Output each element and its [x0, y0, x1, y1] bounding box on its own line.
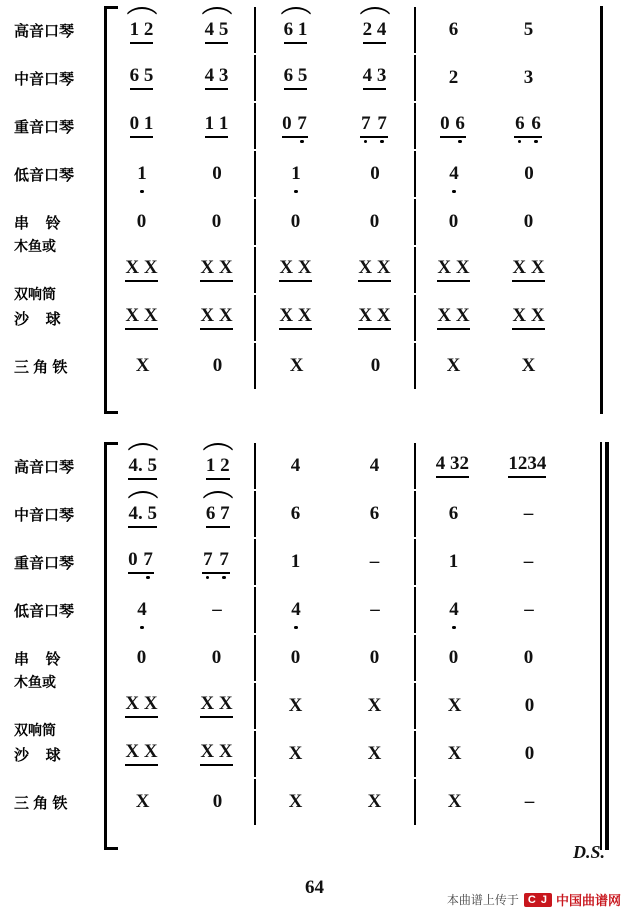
note-cell: 0	[212, 163, 222, 184]
instrument-label-low-harmonica: 低音口琴	[14, 166, 75, 184]
note-cell: X	[446, 355, 461, 376]
instrument-label-alto-harmonica: 中音口琴	[14, 506, 75, 524]
measure	[416, 442, 566, 490]
staff-alto-harmonica	[104, 490, 629, 538]
measure	[416, 586, 566, 634]
note-cell: 0	[523, 647, 534, 668]
note-cell: –	[524, 599, 534, 620]
note-cell: X X	[200, 306, 232, 330]
note-cell: X X	[437, 258, 469, 282]
measure	[104, 6, 254, 54]
note-cell: 0	[524, 743, 535, 764]
staff-row	[0, 150, 629, 198]
note-cell: X X	[125, 742, 157, 766]
measure	[416, 730, 566, 778]
note-cell: 6 1	[284, 20, 308, 40]
measure	[104, 54, 254, 102]
note-cell: 1 1	[205, 114, 229, 138]
note-cell: 6 5	[284, 66, 308, 90]
note-cell: X X	[437, 306, 469, 330]
note-cell: X	[288, 791, 303, 812]
staff-sleigh-bells	[104, 198, 629, 246]
measure	[416, 342, 566, 390]
note-cell: 3	[523, 67, 534, 88]
instrument-label-triangle: 三 角 铁	[14, 794, 68, 812]
measure	[104, 294, 254, 342]
note-cell: –	[523, 551, 534, 572]
instrument-label-soprano-harmonica: 高音口琴	[14, 22, 75, 40]
measure	[256, 778, 414, 826]
note-cell: 0 1	[130, 114, 154, 138]
note-cell: X	[288, 743, 303, 764]
staff-bass-chord-harmonica	[104, 102, 629, 150]
note-cell: X	[521, 355, 536, 376]
note-cell: 7 7	[360, 114, 388, 138]
note-cell: 1234	[508, 454, 546, 478]
note-cell: 0 7	[282, 114, 308, 138]
note-cell: 4 3	[363, 66, 387, 90]
measure	[416, 294, 566, 342]
note-cell: 4 5	[205, 20, 229, 40]
note-cell: 4	[290, 455, 301, 476]
staff-soprano-harmonica	[104, 442, 629, 490]
note-cell: 4	[137, 599, 147, 620]
slur-icon	[200, 443, 236, 457]
measure	[256, 490, 414, 538]
instrument-label-alto-harmonica: 中音口琴	[14, 70, 75, 88]
note-cell: 4	[291, 599, 301, 620]
instrument-label-bass-chord-harmonica: 重音口琴	[14, 118, 75, 136]
note-cell: –	[523, 503, 534, 524]
measure	[416, 150, 566, 198]
note-cell: 0	[211, 647, 222, 668]
note-cell: X X	[125, 306, 157, 330]
staff-row	[0, 6, 629, 54]
slur-icon	[200, 491, 236, 505]
slur-icon	[125, 443, 161, 457]
measure	[256, 682, 414, 730]
note-cell: 0	[290, 647, 301, 668]
staff-soprano-harmonica	[104, 6, 629, 54]
measure	[104, 246, 254, 294]
measure	[104, 634, 254, 682]
staff-row	[0, 778, 629, 826]
note-cell: –	[524, 791, 535, 812]
note-cell: X X	[200, 742, 232, 766]
slur-icon	[199, 7, 235, 21]
note-cell: 1 2	[206, 456, 230, 476]
staff-low-harmonica	[104, 150, 629, 198]
system-1	[0, 6, 629, 414]
staff-bass-chord-harmonica	[104, 538, 629, 586]
instrument-label-woodblock: 木鱼或 双响筒	[14, 238, 56, 302]
measure	[104, 102, 254, 150]
note-cell: X	[135, 355, 150, 376]
measure	[256, 538, 414, 586]
staff-triangle	[104, 342, 629, 390]
staff-woodblock	[104, 682, 629, 730]
staff-row	[0, 54, 629, 102]
note-cell: 0 6	[440, 114, 466, 138]
note-cell: X X	[200, 258, 232, 282]
measure	[104, 198, 254, 246]
measure	[104, 342, 254, 390]
note-cell: X	[135, 791, 150, 812]
slur-icon	[125, 491, 161, 505]
instrument-label-sleigh-bells: 串 铃	[14, 650, 61, 668]
measure	[416, 246, 566, 294]
measure	[256, 442, 414, 490]
measure	[104, 682, 254, 730]
measure	[104, 442, 254, 490]
staff-row	[0, 102, 629, 150]
staff-sleigh-bells	[104, 634, 629, 682]
measure	[104, 778, 254, 826]
note-cell: 0	[370, 355, 381, 376]
note-cell: 6	[448, 19, 459, 40]
slur-icon	[357, 7, 393, 21]
measure	[104, 490, 254, 538]
instrument-label-low-harmonica: 低音口琴	[14, 602, 75, 620]
staff-maracas	[104, 730, 629, 778]
staff-row	[0, 490, 629, 538]
note-cell: X X	[125, 694, 157, 718]
note-cell: X X	[512, 258, 544, 282]
note-cell: X X	[200, 694, 232, 718]
ds-marking: D.S.	[572, 842, 605, 862]
staff-triangle	[104, 778, 629, 826]
measure	[256, 634, 414, 682]
credit-text: 本曲谱上传于	[446, 893, 519, 907]
note-cell: –	[370, 599, 380, 620]
staff-alto-harmonica	[104, 54, 629, 102]
note-cell: 0	[211, 211, 222, 232]
note-cell: X X	[279, 306, 311, 330]
note-cell: 1	[290, 551, 301, 572]
note-cell: X X	[279, 258, 311, 282]
slur-icon	[124, 7, 160, 21]
measure	[256, 342, 414, 390]
note-cell: X	[447, 695, 462, 716]
note-cell: 0	[369, 211, 380, 232]
staff-low-harmonica	[104, 586, 629, 634]
note-cell: 4	[449, 163, 459, 184]
note-cell: 1	[448, 551, 459, 572]
note-cell: X X	[125, 258, 157, 282]
instrument-label-bass-chord-harmonica: 重音口琴	[14, 554, 75, 572]
note-cell: 6 6	[514, 114, 542, 138]
note-cell: X	[367, 743, 382, 764]
note-cell: 0	[370, 163, 380, 184]
note-cell: X	[447, 791, 462, 812]
note-cell: 0	[136, 647, 147, 668]
page-number: 64	[305, 877, 324, 898]
measure	[416, 54, 566, 102]
note-cell: 0	[448, 211, 459, 232]
note-cell: 0	[524, 695, 535, 716]
measure	[416, 102, 566, 150]
measure	[416, 778, 566, 826]
instrument-label-sleigh-bells: 串 铃	[14, 214, 61, 232]
measure	[256, 54, 414, 102]
note-cell: 1 2	[130, 20, 154, 40]
staff-row	[0, 342, 629, 390]
staff-row	[0, 238, 629, 302]
measure	[256, 246, 414, 294]
note-cell: 2 4	[363, 20, 387, 40]
note-cell: X	[367, 695, 382, 716]
note-cell: 0 7	[128, 550, 154, 574]
measure	[256, 586, 414, 634]
note-cell: 6	[369, 503, 380, 524]
site-name[interactable]: 中国曲谱网	[555, 893, 621, 908]
staff-row	[0, 442, 629, 490]
measure	[256, 102, 414, 150]
note-cell: 0	[212, 355, 223, 376]
note-cell: 4	[369, 455, 380, 476]
measure	[416, 682, 566, 730]
system-2	[0, 442, 629, 850]
note-cell: 4. 5	[128, 456, 157, 476]
note-cell: 4	[449, 599, 459, 620]
note-cell: X X	[512, 306, 544, 330]
note-cell: 2	[448, 67, 459, 88]
instrument-label-triangle: 三 角 铁	[14, 358, 68, 376]
measure	[416, 538, 566, 586]
staff-row	[0, 538, 629, 586]
measure	[416, 634, 566, 682]
instrument-label-maracas: 沙 球	[14, 310, 61, 328]
note-cell: 6 7	[206, 504, 230, 524]
staff-woodblock	[104, 246, 629, 294]
measure	[416, 490, 566, 538]
measure	[104, 730, 254, 778]
measure	[104, 586, 254, 634]
staff-row	[0, 674, 629, 738]
note-cell: –	[369, 551, 380, 572]
note-cell: 1	[291, 163, 301, 184]
note-cell: 0	[524, 163, 534, 184]
note-cell: X X	[358, 258, 390, 282]
note-cell: –	[212, 599, 222, 620]
staff-maracas	[104, 294, 629, 342]
measure	[256, 198, 414, 246]
measure	[416, 198, 566, 246]
measure	[256, 294, 414, 342]
measure	[104, 538, 254, 586]
note-cell: X X	[358, 306, 390, 330]
note-cell: X	[367, 791, 382, 812]
instrument-label-soprano-harmonica: 高音口琴	[14, 458, 75, 476]
note-cell: X	[288, 695, 303, 716]
measure	[256, 150, 414, 198]
note-cell: X	[447, 743, 462, 764]
note-cell: 0	[523, 211, 534, 232]
measure	[104, 150, 254, 198]
note-cell: 4. 5	[128, 504, 157, 524]
note-cell: 4 32	[436, 454, 469, 478]
staff-row	[0, 586, 629, 634]
note-cell: 6	[290, 503, 301, 524]
note-cell: 6	[448, 503, 459, 524]
slur-icon	[278, 7, 314, 21]
instrument-label-woodblock: 木鱼或 双响筒	[14, 674, 56, 738]
note-cell: 6 5	[130, 66, 154, 90]
measure	[256, 6, 414, 54]
credit-watermark	[447, 890, 621, 909]
site-logo-icon: C J	[524, 893, 552, 907]
note-cell: 0	[290, 211, 301, 232]
note-cell: 0	[136, 211, 147, 232]
note-cell: 5	[523, 19, 534, 40]
instrument-label-maracas: 沙 球	[14, 746, 61, 764]
note-cell: 0	[369, 647, 380, 668]
note-cell: 7 7	[202, 550, 230, 574]
note-cell: 4 3	[205, 66, 229, 90]
note-cell: X	[289, 355, 304, 376]
note-cell: 0	[448, 647, 459, 668]
note-cell: 1	[137, 163, 147, 184]
note-cell: 0	[212, 791, 223, 812]
measure	[256, 730, 414, 778]
measure	[416, 6, 566, 54]
